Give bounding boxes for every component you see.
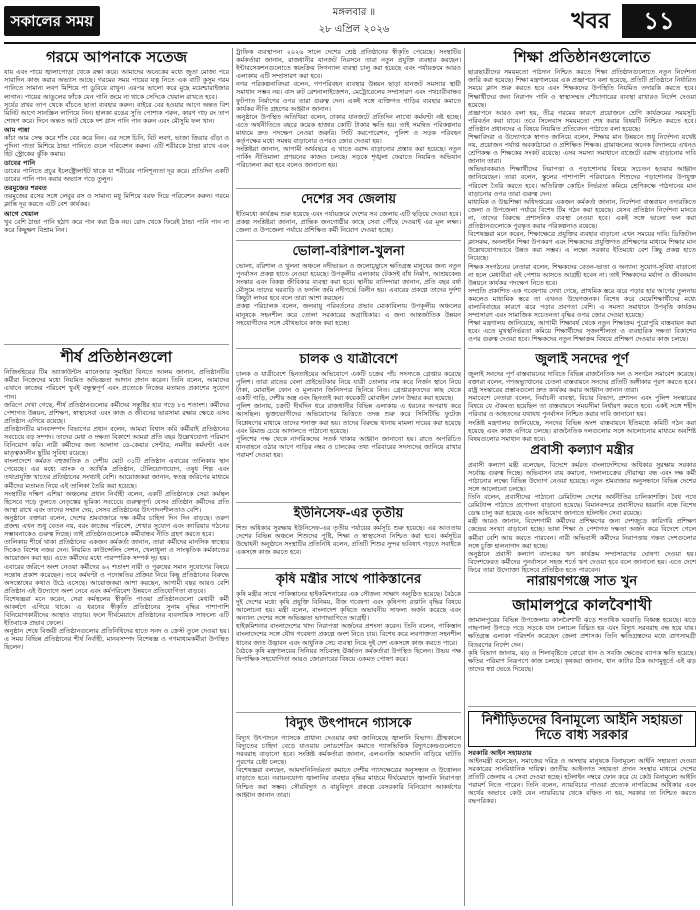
story-paragraph: ছাত্রছাত্রীদের সময়মতো পাঠদান নিশ্চিত করতে শিক্ষা প্রতিষ্ঠানগুলোতে নতুন নির্দেশনা জারি করা হয়েছে। শিক্ষা মন্ত্রণালয়ের এক প্রজ্ঞাপনে বলা হয়েছে, প্রতিটি প্রতিষ্ঠানে নির্ধারিত সময়ে ক্লাস শুরু করতে হবে এবং শিক্ষকদের উপস্থিতি নিয়মিত তদারকি করতে হবে। শিক্ষার্থীদের জন্য নিরাপদ পানি ও স্বাস্থ্যসম্মত শৌচাগারের ব্যবস্থা রাখারও নির্দেশ দেওয়া হয়েছে। — [468, 68, 696, 109]
story-paragraph: আইনমন্ত্রী বলেছেন, সমাজের দরিদ্র ও অসহায় মানুষকে বিনামূল্যে আইনি সহায়তা দেওয়া সরকারের সাংবিধানিক দায়িত্ব। জাতীয় আইনগত সহায়তা প্রদান সংস্থার মাধ্যমে দেশের প্রতিটি জেলায় এ সেবা দেওয়া হচ্ছে। হটলাইন নম্বরে ফোন করে যে কেউ বিনামূল্যে আইনি পরামর্শ নিতে পারেন। তিনি বলেন, ন্যায়বিচার পাওয়া প্রত্যেক নাগরিকের অধিকার এবং অর্থের অভাবে কেউ যেন ন্যায়বিচার থেকে বঞ্চিত না হয়, সরকার তা নিশ্চিত করতে বদ্ধপরিকর। — [468, 756, 696, 806]
story-paragraph: মন্ত্রী আরও জানান, বিদেশগামী কর্মীদের প্রশিক্ষণের জন্য দেশজুড়ে কারিগরি প্রশিক্ষণ কেন্দ্রের সংখ্যা বাড়ানো হচ্ছে। ভাষা শিক্ষা ও পেশাগত দক্ষতা অর্জন করে বিদেশে গেলে কর্মীরা বেশি আয় করতে পারবেন। নারী অভিবাসী কর্মীদের নিরাপত্তায় গন্তব্য দেশগুলোর সঙ্গে চুক্তি হালনাগাদ করা হচ্ছে। — [468, 517, 696, 550]
story-paragraph: মাধ্যমিক ও উচ্চশিক্ষা অধিদপ্তরের একজন কর্মকর্তা জানান, নির্দেশনা বাস্তবায়ন তদারকিতে জেলা ও উপজেলা পর্যায়ে বিশেষ টিম গঠন করা হয়েছে। যেসব প্রতিষ্ঠান নির্দেশনা মানবে না, তাদের বিরুদ্ধে প্রশাসনিক ব্যবস্থা নেওয়া হবে। একই সঙ্গে ভালো ফল করা প্রতিষ্ঠানগুলোকে পুরস্কৃত করার পরিকল্পনাও রয়েছে। — [468, 197, 696, 231]
story-paragraph: পুলিশ জানায়, চক্রটি দীর্ঘদিন ধরে রাজধানীর বিভিন্ন এলাকায় এ ধরনের অপরাধ করে আসছিল। ভুক্তভোগীদের অভিযোগের ভিত্তিতে তদন্ত শুরু করে সিসিটিভি ফুটেজ বিশ্লেষণের মাধ্যমে তাদের শনাক্ত করা হয়। তাদের বিরুদ্ধে থানায় মামলা দায়ের করা হয়েছে এবং রিমান্ড চেয়ে আদালতে পাঠানো হয়েছে। — [236, 402, 461, 435]
story-jamalpur-storm — [468, 596, 696, 707]
story-headline: ভোলা-বরিশাল-খুলনা — [292, 244, 405, 259]
story-paragraph: অনুষ্ঠানে উপস্থিত অতিথিরা বলেন, ঢাকার যানজটে প্রতিদিন লাখো কর্মঘণ্টা নষ্ট হচ্ছে। এতে অর্থনীতিতে বছরে কয়েক হাজার কোটি টাকার ক্ষতি হয়। তাই সমন্বিত পরিকল্পনার মাধ্যমে দ্রুত পদক্ষেপ নেওয়া জরুরি। সিটি করপোরেশন, পুলিশ ও সড়ক পরিবহন কর্তৃপক্ষের মধ্যে সমন্বয় বাড়ানোর ওপরও জোর দেওয়া হয়। — [236, 112, 461, 146]
section-name: খবর — [571, 8, 610, 34]
story-legal-aid — [468, 710, 696, 902]
story-electricity-gas — [236, 716, 461, 902]
story-paragraph: ট্রাফিক ব্যবস্থাপনা ২০২৬ সালে দেশের শ্রেষ্ঠ প্রতিষ্ঠানের স্বীকৃতি পেয়েছে। সংস্থাটির কর্মকর্তারা জানান, রাজধানীর যানজট নিরসনে তারা নতুন প্রযুক্তি ব্যবহার করছেন। ইন্টারসেকশনগুলোতে স্বয়ংক্রিয় সিগন্যাল ব্যবস্থা চালু করা হয়েছে এবং পর্যায়ক্রমে আরও এলাকায় এটি সম্প্রসারণ করা হবে। — [236, 48, 461, 81]
story-paragraph: চালক ও যাত্রীবেশে ছিনতাইয়ের অভিযোগে একটি চক্রের পাঁচ সদস্যকে গ্রেপ্তার করেছে পুলিশ। তারা রাতের বেলা প্রাইভেটকার নিয়ে যাত্রী তোলার নাম করে নির্জন স্থানে নিয়ে টাকা, মোবাইল ফোন ও মূল্যবান জিনিসপত্র ছিনিয়ে নিত। গ্রেপ্তারকৃতদের কাছ থেকে একটি গাড়ি, দেশীয় অস্ত্র এবং ছিনতাই করা কয়েকটি মোবাইল ফোন উদ্ধার করা হয়েছে। — [236, 369, 461, 403]
story-paragraph: সমাবেশে নেতারা বলেন, নির্বাচনী ব্যবস্থা, বিচার বিভাগ, প্রশাসন এবং পুলিশ সংস্কারের বিষয়ে যে ঐকমত্য হয়েছিল তা বাস্তবায়নে সময়সীমা নির্ধারণ করতে হবে। একই সঙ্গে শহীদ পরিবার ও আহতদের যথাযথ পুনর্বাসন নিশ্চিত করার দাবি জানানো হয়। — [468, 394, 696, 419]
story-headline: জুলাই সনদের পূর্ণ — [535, 352, 629, 367]
column-divider — [232, 48, 233, 906]
story-paragraph: তালিকায় শীর্ষে থাকা প্রতিষ্ঠানের একজন কর্মকর্তা জানান, তারা কর্মীদের মানসিক স্বাস্থ্যের দিকেও বিশেষ নজর দেন। নিয়মিত কাউন্সেলিং সেশন, খেলাধুলা ও সাংস্কৃতিক কর্মকাণ্ডের আয়োজন করা হয়। এতে কর্মীদের মধ্যে পারস্পরিক সম্পর্ক দৃঢ় হয়। — [4, 538, 229, 563]
story-paragraph: বিশেষজ্ঞরা মনে করেন, সেরা কর্মস্থলের স্বীকৃতি পাওয়া প্রতিষ্ঠানগুলো মেধাবী কর্মী আকর্ষণে এগিয়ে থাকে। এ ধরনের স্বীকৃতি প্রতিষ্ঠানের সুনাম বৃদ্ধির পাশাপাশি বিনিয়োগকারীদের আস্থাও বাড়ায়। ফলে দীর্ঘমেয়াদে প্রতিষ্ঠানের ব্যবসায়িক সাফল্যে এটি ইতিবাচক প্রভাব ফেলে। — [4, 594, 229, 628]
story-headline: নিশীড়িতদের বিনামূল্যে আইনি সহায়তা দিতে বাধ্য সরকার — [468, 711, 696, 747]
dateline — [244, 4, 464, 38]
story-paragraph: প্রতিষ্ঠানটির মানবসম্পদ বিভাগের প্রধান বলেন, আমরা বিশ্বাস করি কর্মীরাই প্রতিষ্ঠানের সবচেয়ে বড় সম্পদ। তাদের মেধা ও দক্ষতা বিকাশে আমরা প্রতি বছর উল্লেখযোগ্য পরিমাণ বিনিয়োগ করি। নারী কর্মীদের জন্য আলাদা ডে-কেয়ার সেন্টার, নমনীয় কর্মঘণ্টা এবং মাতৃত্বকালীন ছুটির সুবিধা রয়েছে। — [4, 424, 229, 458]
story-paragraph: বাংলাদেশে কর্মরত বহুজাতিক ও দেশীয় মোট ৩১টি প্রতিষ্ঠান এবারের তালিকায় স্থান পেয়েছে। এর মধ্যে ব্যাংক ও আর্থিক প্রতিষ্ঠান, টেলিযোগাযোগ, ওষুধ শিল্প এবং তথ্যপ্রযুক্তি খাতের প্রতিষ্ঠানের সংখ্যাই বেশি। আয়োজকরা জানান, স্বতন্ত্র জরিপের মাধ্যমে কর্মীদের মতামত নিয়ে এই তালিকা তৈরি করা হয়েছে। — [4, 457, 229, 490]
story-all-districts — [236, 192, 461, 241]
story-subhead: আম পান্না — [4, 125, 30, 134]
story-subhead: সরকারি আইন সহায়তার — [468, 748, 532, 757]
story-paragraph: অনুষ্ঠানে বক্তারা বলেন, দেশের শ্রমবাজারে দক্ষ কর্মীর চাহিদা দিন দিন বাড়ছে। তরুণ প্রজন্ম এখন শুধু বেতন নয়, বরং কাজের পরিবেশ, শেখার সুযোগ এবং ক্যারিয়ার গঠনের সম্ভাবনাকেও গুরুত্ব দিচ্ছে। তাই প্রতিষ্ঠানগুলোকে কর্মীবান্ধব নীতি গ্রহণ করতে হবে। — [4, 513, 229, 539]
story-unicef — [236, 506, 461, 569]
story-paragraph: কৃষি বিভাগ জানায়, ঝড় ও শিলাবৃষ্টিতে বোরো ধান ও সবজি ক্ষেতের ব্যাপক ক্ষতি হয়েছে। ক্ষতির পরিমাণ নিরূপণে কাজ চলছে। কৃষকরা জানান, ধান কাটার ঠিক আগমুহূর্তে এই ঝড় তাদের স্বপ্ন ভেঙে দিয়েছে। — [468, 648, 696, 673]
story-paragraph — [468, 592, 696, 593]
story-headline: গরমে আপনাকে সতেজ — [46, 48, 187, 66]
date-label: ২৮ এপ্রিল ২০২৬ — [318, 24, 390, 35]
story-paragraph: ভোলা, বরিশাল ও খুলনা অঞ্চলে নদীভাঙন ও জলোচ্ছ্বাসে ক্ষতিগ্রস্ত মানুষের জন্য নতুন পুনর্বাসন প্রকল্প হাতে নেওয়া হয়েছে। উপকূলীয় এলাকায় টেকসই বাঁধ নির্মাণ, আশ্রয়কেন্দ্র সংস্কার এবং বিকল্প জীবিকার ব্যবস্থা করা হবে। স্থানীয় বাসিন্দারা জানান, প্রতি বছর বর্ষা মৌসুমে তাদের ঘরবাড়ি ও ফসলি জমি নদীগর্ভে বিলীন হয়। এবারের প্রকল্পে তাদের দুর্দশা কিছুটা লাঘব হবে বলে তারা আশা করছেন। — [236, 261, 461, 303]
story-paragraph: কাঁচা আম সেদ্ধ করে শাঁস বের করে নিন। এর সঙ্গে চিনি, বিট লবণ, ভাজা জিরার গুঁড়া ও পুদিনা পাতা মিশিয়ে ঠান্ডা পানিতে গুলে পরিবেশন করুন। এটি শরীরকে ঠান্ডা রাখে এবং হিট স্ট্রোকের ঝুঁকি কমায়। — [4, 133, 229, 159]
story-headline: প্রবাসী কল্যাণ মন্ত্রীর — [530, 442, 634, 458]
story-top-institutions — [4, 348, 229, 903]
story-bhola-barishal-khulna — [236, 244, 461, 349]
story-paragraph: অনুষ্ঠানে প্রবাসী কল্যাণ ব্যাংকের ঋণ কার্যক্রম সম্প্রসারণের ঘোষণা দেওয়া হয়। বিদেশফেরত কর্মীদের পুনর্বাসনে সহজ শর্তে ঋণ দেওয়া হবে বলে জানানো হয়। এতে দেশে ফিরে তারা উদ্যোক্তা হিসেবে প্রতিষ্ঠিত হতে পারবেন। — [468, 549, 696, 574]
story-headline: শিক্ষা প্রতিষ্ঠানগুলোতে — [513, 48, 651, 66]
story-paragraph: শিক্ষা মন্ত্রণালয় জানিয়েছে, আগামী শিক্ষাবর্ষ থেকে নতুন শিক্ষাক্রম পুরোপুরি বাস্তবায়ন করা হবে। এতে মুখস্থনির্ভরতা কমিয়ে শিক্ষার্থীদের সৃজনশীলতা ও ব্যবহারিক দক্ষতা বিকাশের ওপর গুরুত্ব দেওয়া হবে। শিক্ষকদের নতুন শিক্ষাক্রম বিষয়ে প্রশিক্ষণ দেওয়ার কাজ চলছে। — [468, 319, 696, 344]
day-label: মঙ্গলবার ॥ — [332, 7, 376, 18]
story-headline: নারায়ণগঞ্জে সাত খুন — [526, 574, 638, 590]
story-paragraph: ইতিমধ্যে কার্যক্রম শুরু হয়েছে এবং পর্যায়ক্রমে দেশের সব জেলায় এটি ছড়িয়ে দেওয়া হবে। প্রকল্প সংশ্লিষ্টরা জানান, প্রান্তিক জনগোষ্ঠীর কাছে সেবা পৌঁছে দেওয়াই এর মূল লক্ষ্য। জেলা ও উপজেলা পর্যায়ে প্রশিক্ষিত কর্মী নিয়োগ দেওয়া হচ্ছে। — [236, 209, 461, 235]
story-paragraph: জুলাই সনদের পূর্ণ বাস্তবায়নের দাবিতে বিভিন্ন রাজনৈতিক দল ও সংগঠন সমাবেশ করেছে। বক্তারা বলেন, গণঅভ্যুত্থানের চেতনা বাস্তবায়নে সনদের প্রতিটি অঙ্গীকার পূরণ করতে হবে। রাষ্ট্র সংস্কারের প্রস্তাবগুলো দ্রুত কার্যকর করার আহ্বান জানান তারা। — [468, 369, 696, 395]
story-paragraph: শিশু অধিকার সুরক্ষায় ইউনিসেফ-এর তৃতীয় পর্যায়ের কর্মসূচি শুরু হয়েছে। এর আওতায় দেশের বিভিন্ন অঞ্চলে শিশুদের পুষ্টি, শিক্ষা ও স্বাস্থ্যসেবা নিশ্চিত করা হবে। কর্মসূচির উদ্বোধনী অনুষ্ঠানে সংস্থাটির প্রতিনিধি বলেন, প্রতিটি শিশুর সুন্দর ভবিষ্যৎ গড়তে সবাইকে একসঙ্গে কাজ করতে হবে। — [236, 523, 461, 557]
story-paragraph: পুলিশের পক্ষ থেকে নাগরিকদের সতর্ক থাকার আহ্বান জানানো হয়। রাতে অপরিচিত যানবাহনে ওঠার আগে গাড়ির নম্বর ও চালকের তথ্য পরিবারের সদস্যদের জানিয়ে রাখার পরামর্শ দেওয়া হয়। — [236, 434, 461, 459]
story-headline: বিদ্যুৎ উৎপাদনে গ্যাসকে — [285, 716, 412, 731]
section-tag — [534, 4, 696, 38]
story-paragraph: অনুষ্ঠান শেষে বিজয়ী প্রতিষ্ঠানগুলোর প্রতিনিধিদের হাতে সনদ ও ক্রেস্ট তুলে দেওয়া হয়। এ সময় বিভিন্ন প্রতিষ্ঠানের শীর্ষ নির্বাহী, মানবসম্পদ বিশেষজ্ঞ ও গণমাধ্যমকর্মীরা উপস্থিত ছিলেন। — [4, 627, 229, 652]
story-paragraph: প্রকল্প পরিচালক বলেন, জলবায়ু পরিবর্তনের প্রভাব মোকাবিলায় উপকূলীয় অঞ্চলের মানুষকে সহনশীল করে তোলা সরকারের অগ্রাধিকার। এ জন্য আন্তর্জাতিক উন্নয়ন সহযোগীদের সঙ্গে যৌথভাবে কাজ করা হচ্ছে। — [236, 302, 461, 327]
story-paragraph: বিদ্যুৎ উৎপাদনে গ্যাসকে প্রাধান্য দেওয়ার কথা জানিয়েছে জ্বালানি বিভাগ। গ্রীষ্মকালে বিদ্যুতের চাহিদা বেড়ে যাওয়ায় লোডশেডিং কমাতে গ্যাসভিত্তিক বিদ্যুৎকেন্দ্রগুলোতে সরবরাহ বাড়ানো হবে। সংশ্লিষ্ট কর্মকর্তারা জানান, এলএনজি আমদানি বাড়িয়ে ঘাটতি পূরণের চেষ্টা চলছে। — [236, 733, 461, 767]
story-paragraph: যায় এবং পায়ে জ্বালাপোড়া থেকে রক্ষা করে। আমাদের অনেকের মধ্যে জুতা মোজা পরে সারাদিন কাজ করার অভ্যাস আছে। গরমের সময় পায়ের যত্ন নিতে এক বাটি কুসুম গরম পানিতে সামান্য লবণ মিশিয়ে পা ডুবিয়ে রাখুন। এরপর ভালো করে মুছে ময়েশ্চারাইজার লাগান। পায়ের আঙুলের ফাঁকে যেন পানি জমে না থাকে সেদিকে খেয়াল রাখতে হবে। — [4, 68, 229, 101]
story-paragraph: নগর পরিকল্পনাবিদরা বলেন, গণপরিবহন ব্যবস্থার উন্নয়ন ছাড়া যানজট সমস্যার স্থায়ী সমাধান সম্ভব নয়। বাস রুট রেশনালাইজেশন, মেট্রোরেলের সম্প্রসারণ এবং পথচারীবান্ধব ফুটপাত নির্মাণের ওপর তারা গুরুত্ব দেন। একই সঙ্গে ব্যক্তিগত গাড়ির ব্যবহার কমাতে কার্যকর নীতি গ্রহণের আহ্বান জানান। — [236, 80, 461, 113]
story-summer-fresh — [4, 48, 229, 345]
story-paragraph: বিশেষজ্ঞরা বলছেন, আমদানিনির্ভরতা কমাতে দেশীয় গ্যাসক্ষেত্রের অনুসন্ধান ও উত্তোলন বাড়াতে হবে। নবায়নযোগ্য জ্বালানির ব্যবহার বৃদ্ধির মাধ্যমে দীর্ঘমেয়াদে জ্বালানি নিরাপত্তা নিশ্চিত করা সম্ভব। সৌরবিদ্যুৎ ও বায়ুবিদ্যুৎ প্রকল্পে বেসরকারি বিনিয়োগ আকর্ষণের আহ্বান জানান তারা। — [236, 766, 461, 799]
story-education-continued — [468, 352, 696, 593]
story-agriculture-minister — [236, 572, 461, 713]
column-1 — [4, 48, 229, 906]
story-paragraph: সংশ্লিষ্টরা জানান, আগামী অর্থবছরে এ খাতে বরাদ্দ বাড়ানোর প্রস্তাব করা হয়েছে। নতুন পার্কিং নীতিমালা প্রণয়নের কাজও চলছে। সড়কে শৃঙ্খলা ফেরাতে নিয়মিত অভিযান পরিচালনা করা হবে বলেও জানানো হয়। — [236, 145, 461, 170]
story-paragraph: নিজিংহিয়ের টিম অ্যাকাউন্টস ম্যানেজার সুমাইয়া বিনতে আলম জানান, প্রতিষ্ঠানটির কর্মীরা নিজেদের মধ্যে নিয়মিত অভিজ্ঞতা আদান প্রদান করেন। তিনি বলেন, আমাদের এখানে কাজের পরিবেশ খুবই বন্ধুত্বপূর্ণ এবং প্রত্যেকে নিজের মতামত প্রকাশের সুযোগ পান। — [4, 368, 229, 401]
story-headline: দেশের সব জেলায় — [300, 192, 397, 207]
story-traffic — [236, 48, 461, 189]
story-paragraph: জামালপুরের বিভিন্ন উপজেলায় কালবৈশাখী ঝড়ে শতাধিক ঘরবাড়ি বিধ্বস্ত হয়েছে। ঝড়ে গাছপালা উপড়ে পড়ে সড়কে যান চলাচল বিঘ্নিত হয় এবং বিদ্যুৎ সরবরাহ বন্ধ হয়ে যায়। ক্ষতিগ্রস্ত এলাকা পরিদর্শন করেছেন জেলা প্রশাসক। তিনি ক্ষতিগ্রস্তদের মধ্যে ত্রাণসামগ্রী বিতরণের নির্দেশ দেন। — [468, 616, 696, 649]
story-paragraph: প্রবাসী কল্যাণ মন্ত্রী বলেছেন, বিদেশে কর্মরত বাংলাদেশিদের অধিকার সুরক্ষায় সরকার সর্বোচ্চ গুরুত্ব দিচ্ছে। অভিবাসন ব্যয় কমানো, দালালচক্রের দৌরাত্ম্য বন্ধ এবং দক্ষ কর্মী পাঠানোর লক্ষ্যে বিভিন্ন উদ্যোগ নেওয়া হয়েছে। নতুন শ্রমবাজার অনুসন্ধানে বিভিন্ন দেশের সঙ্গে আলোচনা চলছে। — [468, 460, 696, 493]
story-headline: চালক ও যাত্রীবেশে — [299, 352, 398, 367]
story-paragraph: বৈঠকে কৃষি মন্ত্রণালয়ের সিনিয়র সচিবসহ ঊর্ধ্বতন কর্মকর্তারা উপস্থিত ছিলেন। উভয় পক্ষ দ্বিপাক্ষিক সহযোগিতা আরও জোরদারের বিষয়ে একমত পোষণ করে। — [236, 646, 461, 663]
story-subhead: ডাবের পানি — [4, 159, 36, 168]
story-paragraph: জরিপে দেখা গেছে, শীর্ষ প্রতিষ্ঠানগুলোর কর্মীদের সন্তুষ্টির হার গড়ে ৮৪ শতাংশ। কর্মীদের পেশাগত উন্নয়ন, প্রশিক্ষণ, স্বাস্থ্যসেবা এবং কাজ ও জীবনের ভারসাম্য রক্ষার ক্ষেত্রে এসব প্রতিষ্ঠান এগিয়ে রয়েছে। — [4, 400, 229, 425]
story-paragraph: প্রজ্ঞাপনে আরও বলা হয়, তীব্র গরমের কারণে প্রয়োজনে শ্রেণি কার্যক্রমের সময়সূচি পরিবর্তন করা যাবে। তবে সিলেবাস সময়মতো শেষ করার বিষয়টি নিশ্চিত করতে হবে। প্রতিষ্ঠান প্রধানদের এ বিষয়ে নিয়মিত প্রতিবেদন পাঠাতে বলা হয়েছে। — [468, 108, 696, 133]
story-subhead: আগে খেয়াল — [4, 209, 39, 218]
story-paragraph: বিশেষজ্ঞরা মনে করেন, শিক্ষাক্ষেত্রে প্রযুক্তির ব্যবহার বাড়ানো এখন সময়ের দাবি। ডিজিটাল ক্লাসরুম, অনলাইন শিক্ষা উপকরণ এবং শিক্ষকদের প্রযুক্তিগত প্রশিক্ষণের মাধ্যমে শিক্ষার মান উল্লেখযোগ্যভাবে উন্নত করা সম্ভব। এ লক্ষ্যে সরকার ইতিমধ্যে বেশ কিছু প্রকল্প হাতে নিয়েছে। — [468, 230, 696, 263]
story-paragraph: অভিভাবকরাও শিক্ষার্থীদের নিরাপত্তা ও পড়াশোনার বিষয়ে সচেতন হওয়ার আহ্বান জানিয়েছেন। তারা বলেন, স্কুলের পাশাপাশি পরিবারেও শিশুদের পড়াশোনার উপযুক্ত পরিবেশ তৈরি করতে হবে। অতিরিক্ত কোচিং নির্ভরতা কমিয়ে শ্রেণিকক্ষে পাঠদানের মান বাড়ানোর ওপর তারা গুরুত্ব দেন। — [468, 165, 696, 198]
column-3 — [468, 48, 696, 906]
story-education-institutions — [468, 48, 696, 349]
story-paragraph: সূর্যের প্রখর তাপ থেকে বাঁচতে ছাতা ব্যবহার করুন। বাইরে বের হওয়ার আগে অন্তত বিশ মিনিট আগে সানস্ক্রিন লাগিয়ে নিন। হালকা রঙের সুতি পোশাক পরুন, কারণ গাঢ় রং তাপ শোষণ করে। দিনে অন্তত আট থেকে দশ গ্লাস পানি পান করুন এবং মৌসুমি ফল খান। — [4, 100, 229, 125]
story-paragraph: শিক্ষক সংগঠনের নেতারা বলেন, শিক্ষকদের বেতন-ভাতা ও অন্যান্য সুযোগ-সুবিধা বাড়ানো না হলে মেধাবীরা এই পেশায় আসতে আগ্রহী হবেন না। তাই শিক্ষকদের মর্যাদা ও জীবনমান উন্নয়নে কার্যকর পদক্ষেপ নিতে হবে। — [468, 262, 696, 287]
story-driver-passenger — [236, 352, 461, 503]
story-paragraph: সংশ্লিষ্ট মন্ত্রণালয় জানিয়েছে, সনদের বিভিন্ন অংশ বাস্তবায়নে ইতিমধ্যে কমিটি গঠন করা হয়েছে এবং কাজ এগিয়ে চলছে। রাজনৈতিক দলগুলোর সঙ্গে আলোচনার মাধ্যমে অবশিষ্ট বিষয়গুলোর সমাধান করা হবে। — [468, 418, 696, 443]
story-paragraph: হাইকমিশনার বাংলাদেশের খাদ্য নিরাপত্তা অর্জনের প্রশংসা করেন। তিনি বলেন, পাকিস্তান বাংলাদেশের সঙ্গে যৌথ গবেষণা প্রকল্পে অংশ নিতে চায়। বিশেষ করে লবণাক্ততা সহনশীল ধানের জাত উদ্ভাবন এবং আধুনিক সেচ ব্যবস্থা নিয়ে দুই দেশ একসঙ্গে কাজ করতে পারে। — [236, 622, 461, 647]
story-headline: ইউনিসেফ-এর তৃতীয় — [293, 506, 404, 521]
newspaper-logo: সকালের সময় — [4, 6, 100, 36]
story-paragraph: ডাবের পানিতে প্রচুর ইলেক্ট্রোলাইট থাকে যা শরীরের পানিশূন্যতা দূর করে। প্রতিদিন একটি ডাবের পানি পান করার অভ্যাস গড়ে তুলুন। — [4, 167, 229, 184]
story-headline: জামালপুরে কালবৈশাখী — [512, 596, 652, 614]
story-paragraph: খুব বেশি ঠান্ডা পানি হঠাৎ করে পান করা ঠিক নয়। রোদ থেকে ফিরেই ঠান্ডা পানি পান না করে কিছুক্ষণ বিশ্রাম নিন। — [4, 217, 229, 234]
story-paragraph: সংস্থাটির দক্ষিণ এশিয়া অঞ্চলের প্রধান নির্বাহী বলেন, একটি প্রতিষ্ঠানকে সেরা কর্মস্থল হিসেবে গড়ে তুলতে নেতৃত্বের ভূমিকা সবচেয়ে গুরুত্বপূর্ণ। যেসব প্রতিষ্ঠান কর্মীদের প্রতি আস্থা রাখে এবং তাদের সম্মান দেয়, সেসব প্রতিষ্ঠানের উৎপাদনশীলতাও বেশি। — [4, 489, 229, 514]
story-paragraph: এবারের জরিপে অংশ নেওয়া কর্মীদের ৬২ শতাংশ নারী ও পুরুষের সমান সুযোগের বিষয়ে সন্তোষ প্রকাশ করেছেন। তবে কর্মঘণ্টা ও পদোন্নতির প্রক্রিয়া নিয়ে কিছু প্রতিষ্ঠানের বিরুদ্ধে অসন্তোষের কথাও উঠে এসেছে। আয়োজকরা আশা করছেন, আগামী বছর আরও বেশি প্রতিষ্ঠান এই উদ্যোগে অংশ নেবে এবং কর্মপরিবেশ উন্নয়নে প্রতিযোগিতা বাড়বে। — [4, 562, 229, 595]
page-number: ১১ — [622, 4, 696, 38]
story-paragraph: তরমুজের রসের সঙ্গে লেবুর রস ও সামান্য মধু মিশিয়ে বরফ দিয়ে পরিবেশন করুন। গরমে ক্লান্তি দূর করতে এটি বেশ কার্যকর। — [4, 192, 229, 209]
masthead — [4, 2, 696, 44]
column-divider — [464, 48, 465, 906]
story-subhead: তরমুজের শরবত — [4, 184, 47, 193]
story-paragraph: তিনি বলেন, প্রবাসীদের পাঠানো রেমিট্যান্স দেশের অর্থনীতির চালিকাশক্তি। বৈধ পথে রেমিট্যান্স পাঠাতে প্রণোদনা বাড়ানো হয়েছে। বিমানবন্দরে প্রবাসীদের হয়রানি বন্ধে বিশেষ ডেস্ক চালু করা হয়েছে এবং অভিযোগ জানাতে হটলাইন সেবা রয়েছে। — [468, 493, 696, 518]
story-headline: কৃষি মন্ত্রীর সাথে পাকিস্তানের — [275, 572, 422, 587]
story-headline: শীর্ষ প্রতিষ্ঠানগুলো — [60, 348, 173, 366]
story-paragraph: শিক্ষাবিদরা এ উদ্যোগকে স্বাগত জানিয়ে বলেন, শিক্ষার মান উন্নয়নে শুধু নির্দেশনা যথেষ্ট নয়, প্রয়োজন পর্যাপ্ত অবকাঠামো ও প্রশিক্ষিত শিক্ষক। গ্রামাঞ্চলের অনেক বিদ্যালয়ে এখনও শ্রেণিকক্ষ ও শিক্ষকের সংকট রয়েছে। এসব সমস্যা সমাধানে বাজেটে বরাদ্দ বাড়ানোর দাবি জানান তারা। — [468, 133, 696, 166]
story-paragraph: সম্প্রতি প্রকাশিত এক গবেষণায় দেখা গেছে, প্রাথমিক স্তরে ঝরে পড়ার হার আগের তুলনায় কমলেও মাধ্যমিক স্তরে তা এখনও উদ্বেগজনক। বিশেষ করে মেয়েশিক্ষার্থীদের মধ্যে বাল্যবিবাহের কারণে ঝরে পড়ার প্রবণতা বেশি। এ সমস্যা সমাধানে উপবৃত্তি কার্যক্রম সম্প্রসারণ এবং সামাজিক সচেতনতা বৃদ্ধির ওপর জোর দেওয়া হয়েছে। — [468, 286, 696, 320]
story-paragraph: কৃষি মন্ত্রীর সাথে পাকিস্তানের হাইকমিশনারের এক সৌজন্য সাক্ষাৎ অনুষ্ঠিত হয়েছে। বৈঠকে দুই দেশের মধ্যে কৃষি প্রযুক্তি বিনিময়, বীজ গবেষণা এবং কৃষিপণ্য রপ্তানি বৃদ্ধির বিষয়ে আলোচনা হয়। মন্ত্রী বলেন, বাংলাদেশ কৃষিতে অভাবনীয় সাফল্য অর্জন করেছে এবং অন্যান্য দেশের সঙ্গে অভিজ্ঞতা ভাগাভাগিতে আগ্রহী। — [236, 589, 461, 623]
column-2 — [236, 48, 461, 906]
